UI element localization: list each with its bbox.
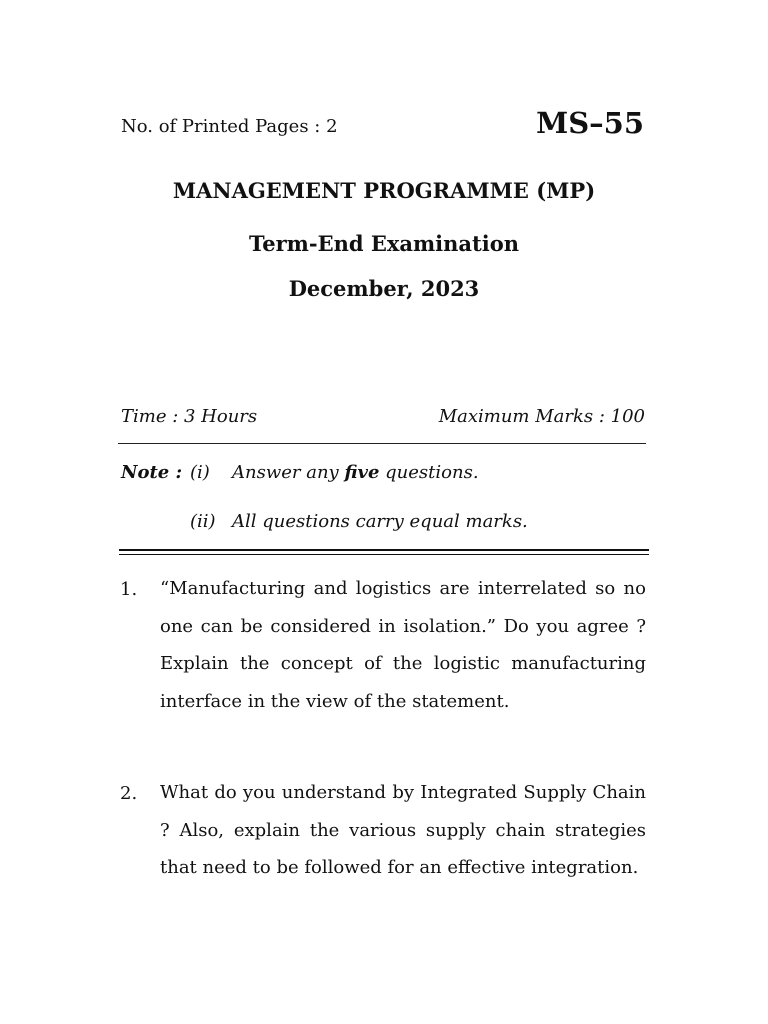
maximum-marks: Maximum Marks : 100 — [438, 406, 645, 427]
printed-pages-count: No. of Printed Pages : 2 — [121, 116, 338, 137]
note-divider-thin — [119, 554, 649, 555]
note-item-text: Answer any five questions. — [232, 462, 479, 483]
question-number: 2. — [120, 783, 138, 804]
note-divider-thick — [119, 549, 649, 551]
note-label-row — [121, 462, 182, 483]
note-emphasis: five — [344, 462, 380, 483]
exam-date: December, 2023 — [288, 276, 480, 301]
exam-title: Term-End Examination — [248, 231, 519, 256]
header-divider — [118, 443, 646, 444]
page-header — [121, 106, 647, 146]
note-item-index: (ii) — [190, 511, 216, 532]
time-allowed: Time : 3 Hours — [121, 406, 258, 427]
note-item-2 — [190, 511, 528, 532]
question-text: “Manufacturing and logistics are interrelated so no one can be considered in isolation.” Do you agree ? Explain the concept of the logistic manufacturing interface in the view of the statement. — [160, 578, 646, 712]
note-item-1 — [190, 462, 479, 483]
note-label: Note : — [121, 462, 183, 483]
question-number: 1. — [120, 579, 138, 600]
paper-code: MS–55 — [536, 106, 644, 140]
question-text: What do you understand by Integrated Supply Chain ? Also, explain the various supply chain strategies that need to be followed for an effective integration. — [160, 782, 646, 878]
note-item-index: (i) — [190, 462, 210, 483]
programme-title: MANAGEMENT PROGRAMME (MP) — [172, 178, 596, 203]
note-item-text: All questions carry equal marks. — [232, 511, 528, 532]
